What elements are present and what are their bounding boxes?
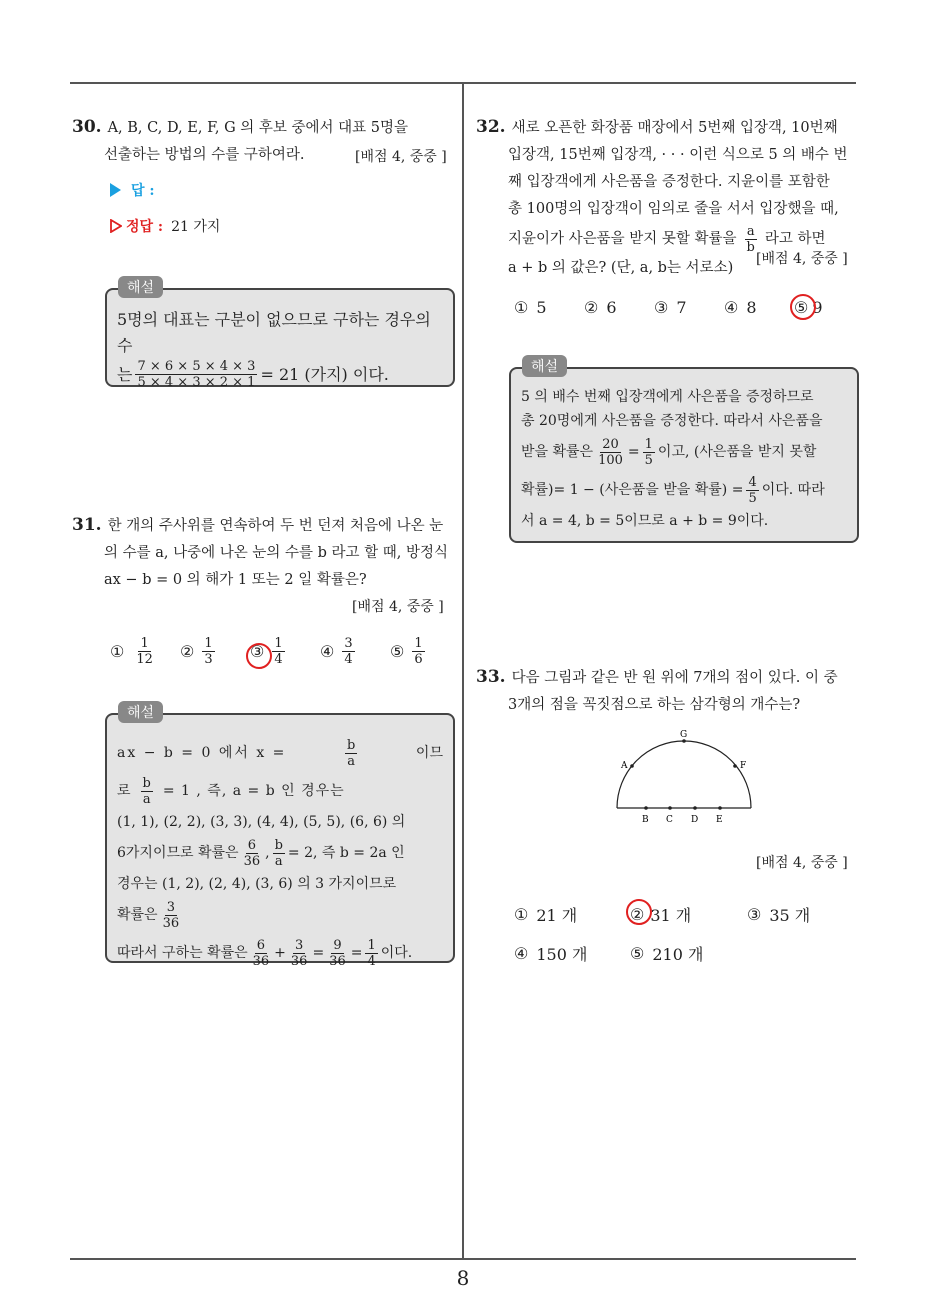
score-meta: [배점 4, 중중 ] xyxy=(756,855,848,871)
semicircle-arc xyxy=(617,741,751,808)
question-text: 3개의 점을 꼭짓점으로 하는 삼각형의 개수는? xyxy=(508,697,801,713)
choice-2[interactable]: ② 31 개 xyxy=(630,905,692,925)
choice-5[interactable]: ⑤ 9 xyxy=(794,298,823,317)
label-c: C xyxy=(666,815,673,825)
play-triangle-icon xyxy=(110,183,121,197)
point-c xyxy=(668,806,672,810)
question-text: 지윤이가 사은품을 받지 못할 확률을 xyxy=(508,230,737,247)
choice-3[interactable]: ③ 7 xyxy=(654,298,687,317)
page-number: 8 xyxy=(456,1266,470,1290)
question-number: 30. xyxy=(72,117,102,137)
choice-2[interactable]: ② $\frac{1}{3}$ xyxy=(180,636,213,667)
explanation-tab: 해설 xyxy=(522,355,567,377)
point-f xyxy=(733,764,737,768)
question-text: a + b 의 값은? (단, a, b는 서로소) xyxy=(508,260,734,276)
question-text: 다음 그림과 같은 반 원 위에 7개의 점이 있다. 이 중 xyxy=(511,670,838,686)
question-text: A, B, C, D, E, F, G 의 후보 중에서 대표 5명을 xyxy=(107,120,409,136)
semicircle-diagram xyxy=(610,728,760,828)
point-e xyxy=(718,806,722,810)
question-text: 라고 하면 xyxy=(764,230,826,247)
label-f: F xyxy=(740,761,747,771)
question-text: ax − b = 0 의 해가 1 또는 2 일 확률은? xyxy=(104,572,367,588)
question-text: 총 100명의 입장객이 임의로 줄을 서서 입장했을 때, xyxy=(508,201,839,217)
choice-4[interactable]: ④ 150 개 xyxy=(514,944,588,964)
question-number: 31. xyxy=(72,515,102,535)
explanation-line: 5명의 대표는 구분이 없으므로 구하는 경우의 수 xyxy=(117,310,431,355)
answer-label: 답 : xyxy=(131,183,155,199)
answer-mark xyxy=(790,294,816,320)
label-a: A xyxy=(621,761,628,771)
column-divider xyxy=(462,83,464,1258)
question-text: 의 수를 a, 나중에 나온 눈의 수를 b 라고 할 때, 방정식 xyxy=(104,545,448,561)
explanation-text: 5 의 배수 번째 입장객에게 사은품을 증정하므로 총 20명에게 사은품을 증정한다. 따라서 사은품을 받을 확률은 $\frac{20}{100}$ = $\frac{1}{5}$ 이고, (사은품을 받지 못할 확률)= 1 − (사은품을 받을 확률) = $\frac{4}{5}$ 이다. 따라 서 a = 4, b = 5이므로 a + b = 9이다. xyxy=(521,389,825,529)
choice-1[interactable]: ① 21 개 xyxy=(514,905,578,925)
question-31 xyxy=(72,512,456,594)
answer-mark xyxy=(626,899,652,925)
question-number: 33. xyxy=(476,667,506,687)
correct-label: 정답 : xyxy=(126,219,164,235)
point-d xyxy=(693,806,697,810)
choice-4[interactable]: ④ 8 xyxy=(724,298,757,317)
bottom-rule xyxy=(70,1258,856,1260)
choice-5[interactable]: ⑤ $\frac{1}{6}$ xyxy=(390,636,423,667)
choice-1[interactable]: ① 5 xyxy=(514,298,547,317)
choice-3[interactable]: ③ 35 개 xyxy=(747,905,811,925)
question-33 xyxy=(476,664,860,719)
choice-2[interactable]: ② 6 xyxy=(584,298,617,317)
explanation-line: = 21 (가지) 이다. xyxy=(260,364,389,384)
question-number: 32. xyxy=(476,117,506,137)
question-text: 째 입장객에게 사은품을 증정한다. 지윤이를 포함한 xyxy=(508,174,830,190)
score-meta: [배점 4, 중중 ] xyxy=(352,599,444,615)
point-b xyxy=(644,806,648,810)
score-meta: [배점 4, 중중 ] xyxy=(355,149,447,165)
explanation-text xyxy=(117,307,447,390)
label-e: E xyxy=(716,815,723,825)
label-b: B xyxy=(642,815,649,825)
explanation-line: 는 xyxy=(117,364,133,384)
question-text: 새로 오픈한 화장품 매장에서 5번째 입장객, 10번째 xyxy=(511,120,838,136)
explanation-tab: 해설 xyxy=(118,276,163,298)
choice-5[interactable]: ⑤ 210 개 xyxy=(630,944,704,964)
question-text: 선출하는 방법의 수를 구하여라. xyxy=(104,147,305,163)
label-g: G xyxy=(680,730,688,740)
outline-triangle-icon xyxy=(110,219,120,233)
fraction: $\frac{a}{b}$ xyxy=(746,223,755,255)
question-text: 입장객, 15번째 입장객, · · · 이런 식으로 5 의 배수 번 xyxy=(508,147,848,163)
correct-value: 21 가지 xyxy=(171,219,221,235)
question-text: 한 개의 주사위를 연속하여 두 번 던져 처음에 나온 눈 xyxy=(107,518,444,534)
score-meta: [배점 4, 중중 ] xyxy=(756,251,848,267)
answer-mark xyxy=(246,643,272,669)
explanation-text: ax − b = 0 에서 x = $\frac{b}{a}$ 이므 로 $\frac{b}{a}$ = 1 , 즉, a = b 인 경우는 (1, 1), (2, 2), (3, 3), (4, 4), (5, 5), (6, 6) 의 6가지이므로 확률은 $\frac{6}{36}$ , $\frac{b}{a}$ = 2, 즉 b = 2a 인 경우는 (1, 2), (2, 4), (3, 6) 의 3 가지이므로 확률은 $\frac{3}{36}$ 따라서 구하는 확률은 $\frac{6}{36}$ + $\frac{3}{36}$ = $\frac{9}{36}$ = $\frac{1}{4}$ 이다. xyxy=(117,737,443,969)
point-a xyxy=(630,764,634,768)
fraction: $\frac{7 \times 6 \times 5 \times 4 \times 3}{5 \times 4 \times 3 \times 2 \times 1}$ xyxy=(137,359,256,390)
choice-3[interactable]: ③ $\frac{1}{4}$ xyxy=(250,636,283,667)
choice-4[interactable]: ④ $\frac{3}{4}$ xyxy=(320,636,353,667)
correct-answer-line xyxy=(110,216,220,236)
answer-line xyxy=(110,180,155,200)
label-d: D xyxy=(691,815,699,825)
choice-1[interactable]: ① $\frac{1}{12}$ xyxy=(110,636,153,667)
explanation-tab: 해설 xyxy=(118,701,163,723)
